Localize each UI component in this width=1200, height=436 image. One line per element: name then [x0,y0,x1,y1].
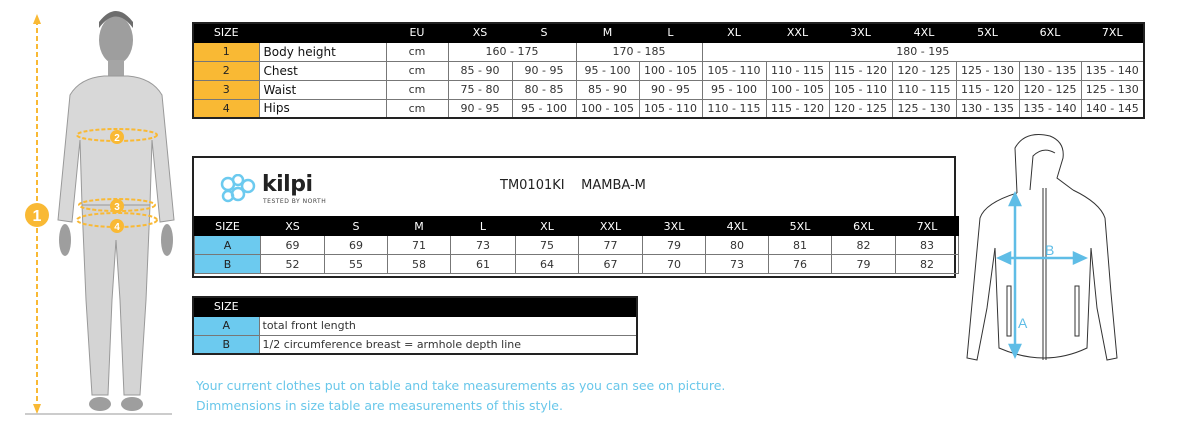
header-cell: 3XL [643,217,706,236]
row-label: Body height [259,42,386,61]
product-code: TM0101KI [500,178,565,193]
value-cell: 83 [896,236,959,255]
value-cell: 110 - 115 [702,99,766,118]
row-label: Waist [259,80,386,99]
header-cell: SIZE [193,297,259,316]
row-key: A [193,316,259,335]
header-cell: XXL [579,217,643,236]
value-cell: 115 - 120 [766,99,829,118]
table-row [193,80,1144,99]
row-key: B [195,255,261,274]
brand-name: kilpi [262,172,313,197]
value-cell: 76 [769,255,832,274]
value-cell: 120 - 125 [829,99,892,118]
marker-1: 1 [32,208,42,225]
value-cell: 130 - 135 [1019,61,1081,80]
garment-size-table [194,216,959,274]
value-cell: 58 [388,255,451,274]
row-key: B [193,335,259,354]
value-cell: 79 [832,255,896,274]
header-cell: 7XL [896,217,959,236]
value-cell: 105 - 110 [639,99,702,118]
value-cell: 95 - 100 [702,80,766,99]
value-cell: 71 [388,236,451,255]
row-label: Hips [259,99,386,118]
header-cell: XL [516,217,579,236]
product-title [500,178,646,193]
value-cell: 180 - 195 [702,42,1144,61]
value-cell: 140 - 145 [1081,99,1144,118]
row-description: 1/2 circumference breast = armhole depth line [259,335,637,354]
header-cell: SIZE [195,217,261,236]
value-cell: 135 - 140 [1019,99,1081,118]
table-row [193,335,637,354]
header-cell: EU [386,23,448,42]
value-cell: 90 - 95 [448,99,512,118]
header-cell: 6XL [832,217,896,236]
body-size-table [192,22,1145,119]
value-cell: 52 [261,255,325,274]
value-cell: 170 - 185 [576,42,702,61]
value-cell: 80 [706,236,769,255]
value-cell: 77 [579,236,643,255]
svg-text:3: 3 [114,202,120,213]
value-cell: 100 - 105 [766,80,829,99]
table-row [193,61,1144,80]
value-cell: 75 - 80 [448,80,512,99]
instruction-note: Dimmensions in size table are measurements of this style. [196,398,563,413]
label-a: A [1018,315,1028,331]
header-cell [259,23,386,42]
row-number: 3 [193,80,259,99]
value-cell: 85 - 90 [448,61,512,80]
row-description: total front length [259,316,637,335]
value-cell: 125 - 130 [1081,80,1144,99]
table-header-row [193,297,637,316]
header-cell: 7XL [1081,23,1144,42]
row-number: 4 [193,99,259,118]
svg-text:2: 2 [114,133,120,144]
value-cell: 61 [451,255,516,274]
value-cell: 55 [325,255,388,274]
value-cell: 80 - 85 [512,80,576,99]
header-cell: L [639,23,702,42]
row-number: 2 [193,61,259,80]
value-cell: 100 - 105 [639,61,702,80]
table-row [195,255,959,274]
header-cell: XS [261,217,325,236]
table-header-row [193,23,1144,42]
value-cell: 69 [261,236,325,255]
header-cell: 4XL [706,217,769,236]
value-cell: 135 - 140 [1081,61,1144,80]
jacket-measurement-figure [955,128,1130,373]
kilpi-logo-icon [218,174,258,204]
value-cell: 100 - 105 [576,99,639,118]
value-cell: 120 - 125 [892,61,956,80]
brand-tagline: TESTED BY NORTH [263,198,327,205]
product-name: MAMBA-M [581,178,646,193]
value-cell: 82 [896,255,959,274]
value-cell: 82 [832,236,896,255]
instruction-note: Your current clothes put on table and take measurements as you can see on picture. [196,378,726,393]
table-row [193,99,1144,118]
value-cell: 130 - 135 [956,99,1019,118]
header-cell: 3XL [829,23,892,42]
value-cell: 81 [769,236,832,255]
unit-cell: cm [386,42,448,61]
body-measurement-figure [0,0,190,436]
header-cell: M [388,217,451,236]
value-cell: 125 - 130 [892,99,956,118]
value-cell: 160 - 175 [448,42,576,61]
header-cell: XS [448,23,512,42]
header-cell: XL [702,23,766,42]
header-cell: XXL [766,23,829,42]
header-cell: S [325,217,388,236]
value-cell: 125 - 130 [956,61,1019,80]
value-cell: 95 - 100 [576,61,639,80]
header-cell: M [576,23,639,42]
row-number: 1 [193,42,259,61]
value-cell: 69 [325,236,388,255]
value-cell: 95 - 100 [512,99,576,118]
value-cell: 64 [516,255,579,274]
header-cell: 5XL [769,217,832,236]
value-cell: 115 - 120 [829,61,892,80]
table-row [195,236,959,255]
table-row [193,42,1144,61]
value-cell: 75 [516,236,579,255]
value-cell: 90 - 95 [512,61,576,80]
header-cell: L [451,217,516,236]
row-label: Chest [259,61,386,80]
row-key: A [195,236,261,255]
unit-cell: cm [386,61,448,80]
unit-cell: cm [386,99,448,118]
value-cell: 73 [706,255,769,274]
value-cell: 79 [643,236,706,255]
header-cell: S [512,23,576,42]
measurement-legend-table [192,296,638,355]
svg-text:4: 4 [114,222,120,233]
value-cell: 105 - 110 [829,80,892,99]
header-cell: 5XL [956,23,1019,42]
value-cell: 115 - 120 [956,80,1019,99]
value-cell: 70 [643,255,706,274]
label-b: B [1045,242,1055,258]
value-cell: 120 - 125 [1019,80,1081,99]
unit-cell: cm [386,80,448,99]
value-cell: 67 [579,255,643,274]
header-cell: SIZE [193,23,259,42]
table-header-row [195,217,959,236]
header-cell: 4XL [892,23,956,42]
header-cell [259,297,637,316]
table-row [193,316,637,335]
value-cell: 110 - 115 [766,61,829,80]
value-cell: 105 - 110 [702,61,766,80]
header-cell: 6XL [1019,23,1081,42]
value-cell: 85 - 90 [576,80,639,99]
value-cell: 73 [451,236,516,255]
value-cell: 110 - 115 [892,80,956,99]
value-cell: 90 - 95 [639,80,702,99]
